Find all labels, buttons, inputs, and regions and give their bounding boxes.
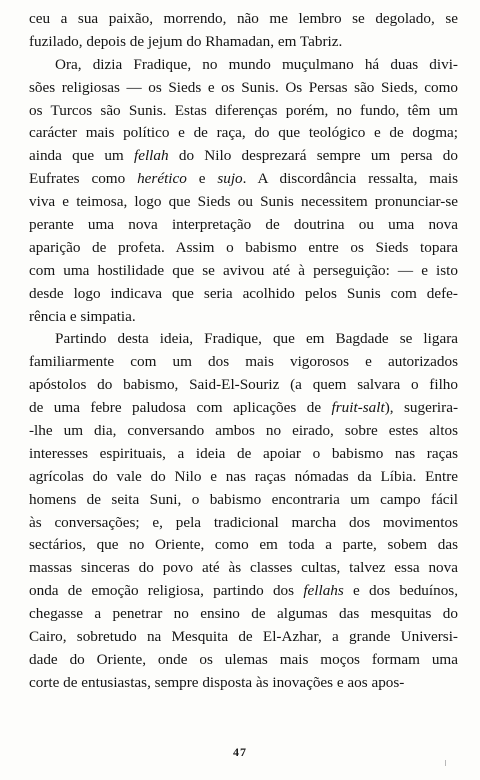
text-line [29, 306, 458, 329]
line-text: de uma febre paludosa com aplicações de [29, 399, 332, 417]
text-line [29, 54, 458, 77]
text-line [29, 489, 458, 512]
italic-text: herético [137, 170, 187, 188]
text-line [29, 649, 458, 672]
text-line [29, 374, 458, 397]
text-line [29, 672, 458, 695]
text-line [29, 283, 458, 306]
line-text: Partindo desta ideia, Fradique, que em Bagdade se ligara [55, 330, 458, 348]
line-text: e dos beduínos, [343, 582, 458, 600]
line-text: . A discordância ressalta, mais [242, 170, 458, 188]
line-text: apóstolos do babismo, Said-El-Souriz (a quem salvara o filho [29, 376, 458, 394]
text-line [29, 8, 458, 31]
line-text: interesses espirituais, a ideia de apoiar o babismo nas raças [29, 444, 458, 462]
line-text: Cairo, sobretudo na Mesquita de El-Azhar, a grande Universi- [29, 628, 458, 646]
line-text: às conversações; e, pela tradicional marcha dos movimentos [29, 513, 458, 531]
line-text: perante uma nova interpretação de doutrina ou uma nova [29, 216, 458, 234]
text-line [29, 420, 458, 443]
line-text: e [186, 170, 218, 188]
line-text: desde logo indicava que seria acolhido pelos Sunis com defe- [29, 284, 458, 302]
text-line [29, 397, 458, 420]
line-text: massas sinceras do povo até às classes cultas, talvez essa nova [29, 559, 458, 577]
line-text: ceu a sua paixão, morrendo, não me lembro se degolado, se [29, 10, 458, 27]
line-text: aparição de profeta. Assim o babismo entre os Sieds topara [29, 238, 458, 256]
text-line [29, 351, 458, 374]
line-text: Ora, dizia Fradique, no mundo muçulmano há duas divi- [55, 55, 458, 73]
page-number: 47 [233, 745, 247, 759]
line-text: os Turcos são Sunis. Estas diferenças porém, no fundo, têm um [29, 101, 458, 119]
text-line [29, 237, 458, 260]
text-line [29, 626, 458, 649]
text-line [29, 31, 458, 54]
text-line [29, 168, 458, 191]
text-line [29, 77, 458, 100]
line-text: sões religiosas — os Sieds e os Sunis. Os Persas são Sieds, como [29, 78, 458, 96]
text-line [29, 466, 458, 489]
text-line [29, 214, 458, 237]
line-text: familiarmente com um dos mais vigorosos e autorizados [29, 353, 458, 371]
text-line [29, 100, 458, 123]
line-text: agrícolas do vale do Nilo e nas raças nómadas da Líbia. Entre [29, 467, 458, 485]
line-text: onda de emoção religiosa, partindo dos [29, 582, 304, 600]
line-text: do Nilo desprezará sempre um persa do [168, 147, 458, 165]
text-line [29, 443, 458, 466]
line-text: Eufrates como [29, 170, 138, 188]
body-text [29, 8, 458, 695]
line-text: -lhe um dia, conversando ambos no eirado, sobre estes altos [29, 422, 458, 440]
line-text: chegasse a penetrar no ensino de algumas das mesquitas do [29, 605, 458, 623]
line-text: ), sugerira- [384, 399, 458, 417]
line-text: viva e teimosa, logo que Sieds ou Sunis necessitem pronunciar-se [29, 193, 458, 211]
text-line [29, 191, 458, 214]
italic-text: fruit-salt [331, 399, 385, 417]
line-text: rência e simpatia. [29, 307, 136, 325]
line-text: corte de entusiastas, sempre disposta às inovações e aos apos- [29, 673, 405, 691]
text-line [29, 328, 458, 351]
italic-text: fellahs [303, 582, 344, 600]
line-text: ainda que um [29, 147, 134, 165]
paper-speck [445, 760, 446, 766]
text-line [29, 603, 458, 626]
text-line [29, 557, 458, 580]
text-line [29, 580, 458, 603]
text-line [29, 534, 458, 557]
line-text: dade do Oriente, onde os ulemas mais moços formam uma [29, 650, 458, 668]
italic-text: fellah [134, 147, 169, 165]
line-text: homens de seita Suni, o babismo encontraria um campo fácil [29, 490, 458, 508]
text-line [29, 122, 458, 145]
line-text: sectários, que no Oriente, como em toda a parte, sobem das [29, 536, 458, 554]
text-line [29, 260, 458, 283]
line-text: fuzilado, depois de jejum do Rhamadan, em Tabriz. [29, 32, 343, 50]
line-text: com uma hostilidade que se avivou até à perseguição: — e isto [29, 261, 458, 279]
italic-text: sujo [217, 170, 243, 188]
line-text: carácter mais político e de raça, do que teológico e de dogma; [29, 124, 458, 142]
text-line [29, 512, 458, 535]
text-line [29, 145, 458, 168]
